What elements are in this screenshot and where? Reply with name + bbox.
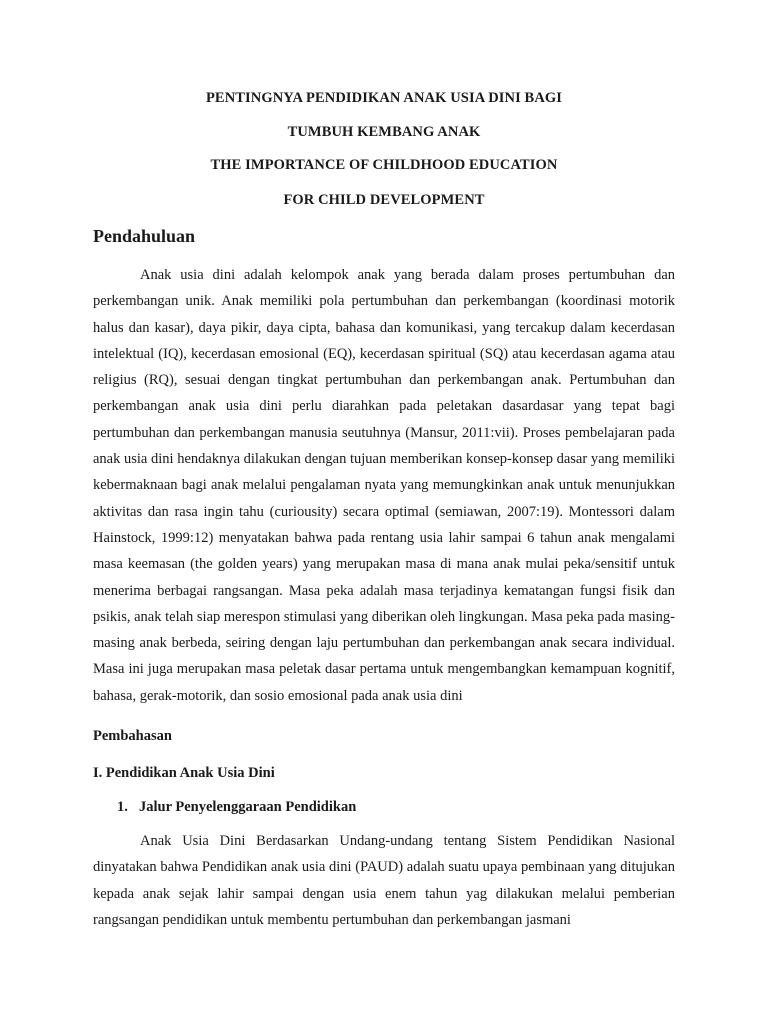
item-number: 1.	[117, 799, 128, 815]
item-title: Jalur Penyelenggaraan Pendidikan	[139, 799, 357, 815]
title-line-2: TUMBUH KEMBANG ANAK	[287, 124, 481, 140]
title-line-4: FOR CHILD DEVELOPMENT	[283, 192, 485, 208]
title-line-1: PENTINGNYA PENDIDIKAN ANAK USIA DINI BAGI	[205, 90, 563, 106]
heading-pembahasan: Pembahasan	[93, 728, 172, 744]
numbered-heading	[117, 799, 356, 816]
intro-paragraph: Anak usia dini adalah kelompok anak yang berada dalam proses pertumbuhan dan perkembangan unik. Anak memiliki pola pertumbuhan dan perkembangan (koordinasi motorik halus dan kasar), daya pikir, daya cipta, bahasa dan komunikasi, yang tercakup dalam kecerdasan intelektual (IQ), kecerdasan emosional (EQ), kecerdasan spiritual (SQ) atau kecerdasan agama atau religius (RQ), sesuai dengan tingkat pertumbuhan dan perkembangan anak. Pertumbuhan dan perkembangan anak usia dini perlu diarahkan pada peletakan dasardasar yang tepat bagi pertumbuhan dan perkembangan manusia seutuhnya (Mansur, 2011:vii). Proses pembelajaran pada anak usia dini hendaknya dilakukan dengan tujuan memberikan konsep-konsep dasar yang memiliki kebermaknaan bagi anak melalui pengalaman nyata yang memungkinkan anak untuk menunjukkan aktivitas dan rasa ingin tahu (curiousity) secara optimal (semiawan, 2007:19). Montessori dalam Hainstock, 1999:12) menyatakan bahwa pada rentang usia lahir sampai 6 tahun anak mengalami masa keemasan (the golden years) yang merupakan masa di mana anak mulai peka/sensitif untuk menerima berbagai rangsangan. Masa peka adalah masa terjadinya kematangan fungsi fisik dan psikis, anak telah siap merespon stimulasi yang diberikan oleh lingkungan. Masa peka pada masing-masing anak berbeda, seiring dengan laju pertumbuhan dan perkembangan anak secara individual. Masa ini juga merupakan masa peletak dasar pertama untuk mengembangkan kemampuan kognitif, bahasa, gerak-motorik, dan sosio emosional pada anak usia dini	[93, 267, 675, 704]
heading-pendahuluan: Pendahuluan	[93, 226, 196, 246]
subheading-pendidikan-anak-usia-dini: I. Pendidikan Anak Usia Dini	[93, 765, 275, 781]
discussion-paragraph: Anak Usia Dini Berdasarkan Undang-undang tentang Sistem Pendidikan Nasional dinyatakan bahwa Pendidikan anak usia dini (PAUD) adalah suatu upaya pembinaan yang ditujukan kepada anak sejak lahir sampai dengan usia enem tahun yag dilakukan melalui pemberian rangsangan pendidikan untuk membentu pertumbuhan dan perkembangan jasmani	[93, 833, 675, 928]
title-line-3: THE IMPORTANCE OF CHILDHOOD EDUCATION	[210, 157, 558, 173]
